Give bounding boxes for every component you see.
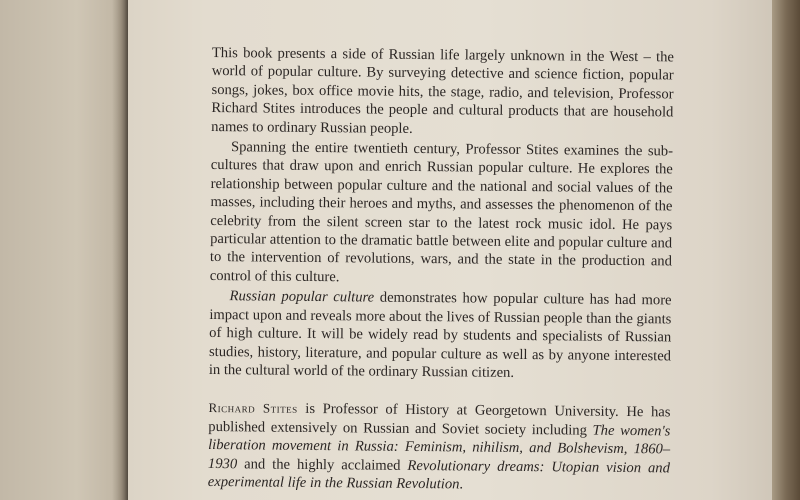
- author-bio: [208, 399, 671, 495]
- author-book-1: The women's liberation movement in Russia: Feminism, nihilism, and Bolshevism, 1860–1930: [207, 422, 671, 472]
- author-bio-text-3: .: [459, 476, 464, 493]
- author-book-2: Revolutionary dreams: Utopian vision and experimental life in the Russian Revolution: [207, 457, 671, 493]
- book-cover-edge: [772, 0, 800, 500]
- blurb-paragraph-3-text: demonstrates how popular culture has had more impact upon and reveals more about the lives of Russian people than the giants of high culture. It will be widely read by students and specialists of Russian studies, history, literature, and popular culture as well as by anyone interested in the cultural world of the ordinary Russian citizen.: [208, 289, 672, 381]
- jacket-text: [208, 44, 674, 496]
- book-title: Russian popular culture: [229, 288, 375, 306]
- author-bio-text-2: and the highly acclaimed: [237, 455, 408, 474]
- blurb-paragraph-3: [209, 287, 672, 383]
- author-name: Richard Stites: [208, 400, 298, 417]
- author-bio-text-1: is Professor of History at Georgetown University. He has published extensively on Russian and Soviet society including: [208, 401, 671, 439]
- blurb-paragraph-2: Spanning the entire twentieth century, Professor Stites examines the sub-cultures that draw upon and enrich Russian popular culture. He explores the relationship between popular culture and the national and social values of the masses, including their heroes and myths, and assesses the phenomenon of the celebrity from the silent screen star to the latest rock music idol. He pays particular attention to the dramatic battle between elite and popular culture and to the intervention of revolutions, wars, and the state in the production and control of this culture.: [209, 139, 674, 286]
- blurb-paragraph-1: This book presents a side of Russian life largely unknown in the West – the world of popular culture. By surveying detective and science fiction, popular songs, jokes, box office movie hits, the stage, radio, and television, Professor Richard Stites introduces the people and cultural products that are household names to ordinary Russian people.: [211, 44, 674, 137]
- left-page: [0, 0, 128, 500]
